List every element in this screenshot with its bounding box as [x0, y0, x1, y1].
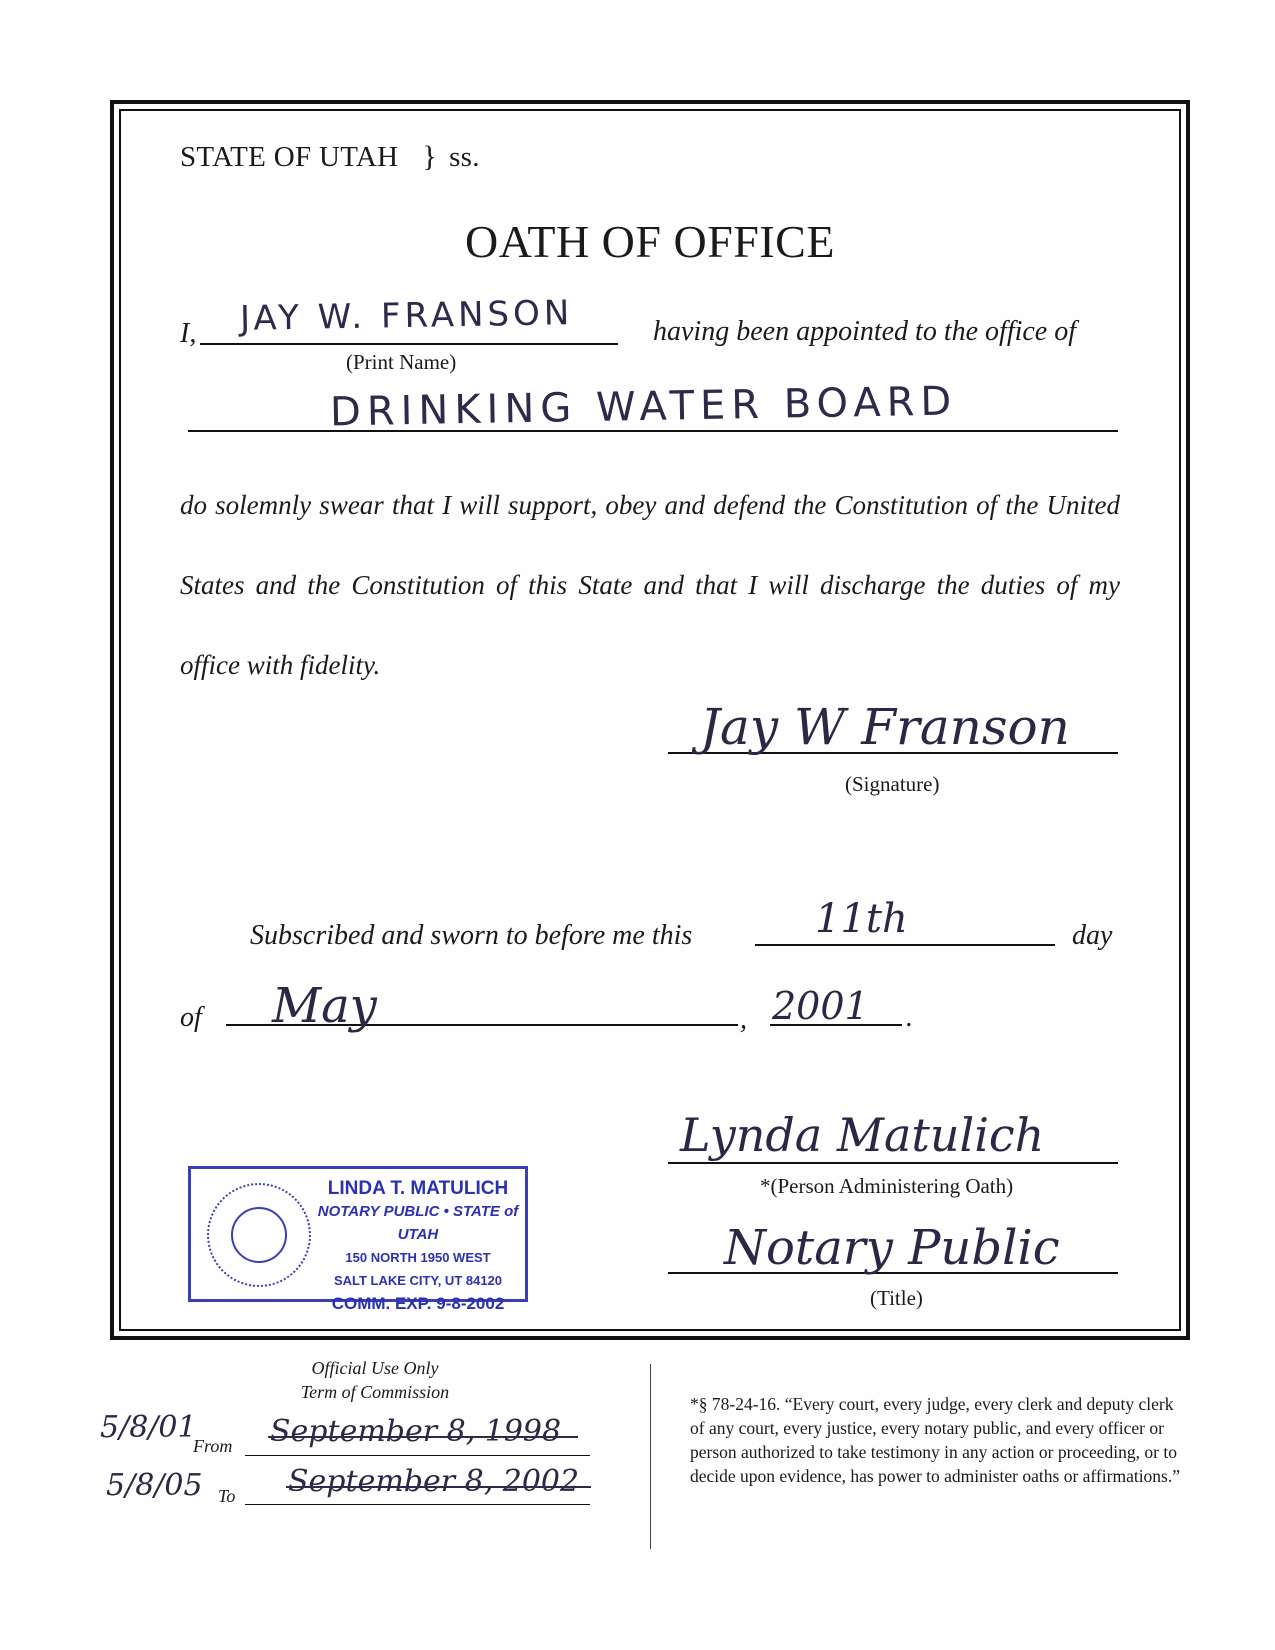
subscribed-text: Subscribed and sworn to before me this: [250, 920, 693, 951]
of-text: of: [180, 1002, 202, 1033]
from-printed: September 8, 1998: [270, 1414, 562, 1449]
title-label: (Title): [870, 1286, 923, 1310]
from-label: From: [193, 1436, 233, 1456]
oath-paragraph: do solemnly swear that I will support, obey and defend the Constitution of the United States and the Constitution of this State and that I will discharge the duties of my office with fidelity.: [180, 490, 1120, 680]
comma: ,: [740, 1004, 747, 1035]
to-handwritten: 5/8/05: [106, 1468, 203, 1503]
office-line: [188, 430, 1118, 432]
print-name-line: [200, 343, 618, 345]
to-line: [245, 1504, 590, 1505]
state-line: [180, 140, 480, 174]
office-value: DRINKING WATER BOARD: [329, 378, 958, 436]
stamp-address-2: SALT LAKE CITY, UT 84120: [333, 1273, 503, 1288]
stamp-text: [311, 1177, 525, 1315]
period: .: [906, 1002, 913, 1033]
column-divider: [650, 1364, 651, 1549]
to-strike: [286, 1486, 591, 1488]
day-value: 11th: [815, 896, 908, 942]
stamp-expiry: COMM. EXP. 9-8-2002: [331, 1294, 505, 1313]
term-heading: Term of Commission: [300, 1382, 450, 1402]
brace-symbol: }: [422, 140, 438, 173]
print-name-value: JAY W. FRANSON: [239, 293, 574, 339]
document-title: OATH OF OFFICE: [465, 216, 835, 267]
official-use-block: [270, 1356, 480, 1404]
day-line: [755, 944, 1055, 946]
administrator-title: Notary Public: [724, 1220, 1060, 1276]
stamp-address-1: 150 NORTH 1950 WEST: [345, 1250, 491, 1265]
official-use-heading: Official Use Only: [311, 1358, 439, 1378]
signature-value: Jay W Franson: [700, 698, 1070, 756]
administrator-label: *(Person Administering Oath): [760, 1174, 1014, 1198]
state-seal-icon: [207, 1183, 311, 1287]
to-label: To: [218, 1486, 236, 1506]
from-handwritten: 5/8/01: [100, 1410, 197, 1445]
ss-abbrev: ss.: [449, 141, 480, 173]
appointed-text: having been appointed to the office of: [653, 316, 1077, 347]
state-name: STATE OF UTAH: [180, 141, 399, 173]
from-line: [245, 1455, 590, 1456]
notary-stamp: [188, 1166, 528, 1313]
month-value: May: [272, 978, 377, 1034]
signature-label: (Signature): [845, 772, 940, 796]
statute-footnote: *§ 78-24-16. “Every court, every judge, every clerk and deputy clerk of any court, every justice, every notary public, and every officer or person authorized to take testimony in any action or proceeding, or to decide upon evidence, has power to administer oaths or affirmations.”: [690, 1394, 1181, 1486]
administrator-line: [668, 1162, 1118, 1164]
from-strike: [268, 1436, 578, 1438]
year-value: 2001: [772, 984, 869, 1028]
i-label: I,: [180, 318, 197, 349]
to-printed: September 8, 2002: [288, 1464, 580, 1499]
stamp-name: LINDA T. MATULICH: [327, 1178, 509, 1199]
day-text: day: [1072, 920, 1113, 951]
administrator-signature: Lynda Matulich: [680, 1108, 1045, 1162]
stamp-role: NOTARY PUBLIC • STATE of UTAH: [317, 1203, 519, 1243]
print-name-label: (Print Name): [346, 350, 457, 374]
